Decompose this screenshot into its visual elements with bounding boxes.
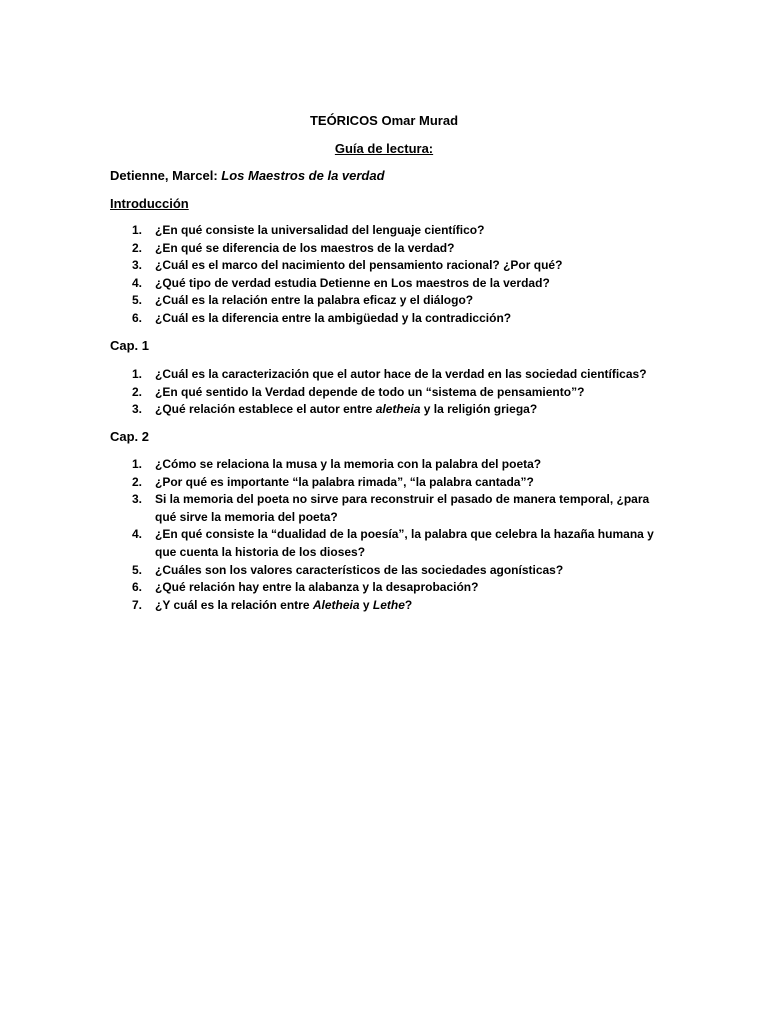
item-number: 1. — [132, 457, 143, 471]
question-list-introduccion — [110, 222, 670, 328]
question-text: Si la memoria del poeta no sirve para reconstruir el pasado de manera temporal, ¿para qué sirve la memoria del poeta? — [155, 492, 650, 524]
item-number: 1. — [132, 223, 143, 237]
question-text-part: ? — [404, 597, 413, 612]
list-item — [110, 474, 670, 492]
item-number: 5. — [132, 293, 143, 308]
question-text: ¿Cuál es el marco del nacimiento del pensamiento racional? ¿Por qué? — [155, 258, 563, 273]
list-item — [110, 562, 670, 580]
question-text: ¿Qué tipo de verdad estudia Detienne en Los maestros de la verdad? — [155, 275, 550, 290]
list-item — [110, 275, 670, 293]
list-item — [110, 222, 670, 240]
guide-label: Guía de lectura: — [334, 141, 434, 156]
item-number: 1. — [132, 367, 143, 381]
italic-term: Lethe — [372, 597, 405, 612]
question-text: ¿Qué relación hay entre la alabanza y la desaprobación? — [155, 580, 479, 595]
question-text: ¿Cómo se relaciona la musa y la memoria con la palabra del poeta? — [155, 457, 542, 471]
item-number: 2. — [132, 240, 143, 255]
list-item — [110, 240, 670, 258]
item-number: 4. — [132, 275, 143, 290]
item-number: 3. — [132, 258, 143, 273]
citation-book-title: Los Maestros de la verdad — [221, 168, 385, 183]
item-number: 6. — [132, 310, 143, 325]
question-text-part: y — [359, 597, 373, 612]
question-text: ¿Cuál es la relación entre la palabra eficaz y el diálogo? — [155, 293, 474, 308]
question-text: ¿En qué sentido la Verdad depende de todo un “sistema de pensamiento”? — [155, 384, 585, 399]
item-number: 7. — [132, 597, 143, 612]
question-text-part: y la religión griega? — [420, 402, 538, 417]
question-text: ¿Por qué es importante “la palabra rimada”, “la palabra cantada”? — [155, 474, 534, 489]
question-text-part: ¿Qué relación establece el autor entre — [155, 402, 376, 417]
list-item — [110, 292, 670, 310]
section-heading-cap2: Cap. 2 — [110, 429, 150, 444]
question-text: ¿Cuáles son los valores característicos de las sociedades agonísticas? — [155, 562, 564, 577]
item-number: 6. — [132, 580, 143, 595]
list-item — [110, 366, 670, 384]
list-item — [110, 401, 670, 419]
item-number: 2. — [132, 474, 143, 489]
question-text-part: ¿Y cuál es la relación entre — [155, 597, 313, 612]
item-number: 4. — [132, 527, 143, 542]
citation — [110, 168, 385, 183]
list-item — [110, 456, 670, 474]
list-item — [110, 526, 670, 561]
question-text: ¿En qué consiste la universalidad del lenguaje científico? — [155, 223, 485, 237]
list-item — [110, 491, 670, 526]
list-item — [110, 384, 670, 402]
list-item — [110, 310, 670, 328]
list-item — [110, 257, 670, 275]
citation-author: Detienne, Marcel: — [110, 168, 222, 183]
question-text: ¿En qué consiste la “dualidad de la poesía”, la palabra que celebra la hazaña humana y que cuenta la historia de los dioses? — [155, 527, 654, 559]
list-item — [110, 579, 670, 597]
question-text: ¿Cuál es la caracterización que el autor hace de la verdad en las sociedad científicas? — [155, 367, 647, 381]
question-text: ¿En qué se diferencia de los maestros de la verdad? — [155, 240, 455, 255]
section-heading-introduccion: Introducción — [110, 196, 189, 211]
italic-term: aletheia — [375, 402, 421, 417]
italic-term: Aletheia — [312, 597, 360, 612]
section-heading-cap1: Cap. 1 — [110, 338, 150, 353]
list-item — [110, 597, 670, 615]
item-number: 5. — [132, 562, 143, 577]
item-number: 3. — [132, 492, 143, 507]
question-list-cap1 — [110, 366, 670, 419]
question-text: ¿Cuál es la diferencia entre la ambigüedad y la contradicción? — [155, 310, 512, 325]
item-number: 3. — [132, 402, 143, 417]
document-title: TEÓRICOS Omar Murad — [309, 113, 459, 128]
item-number: 2. — [132, 384, 143, 399]
question-list-cap2 — [110, 456, 670, 614]
